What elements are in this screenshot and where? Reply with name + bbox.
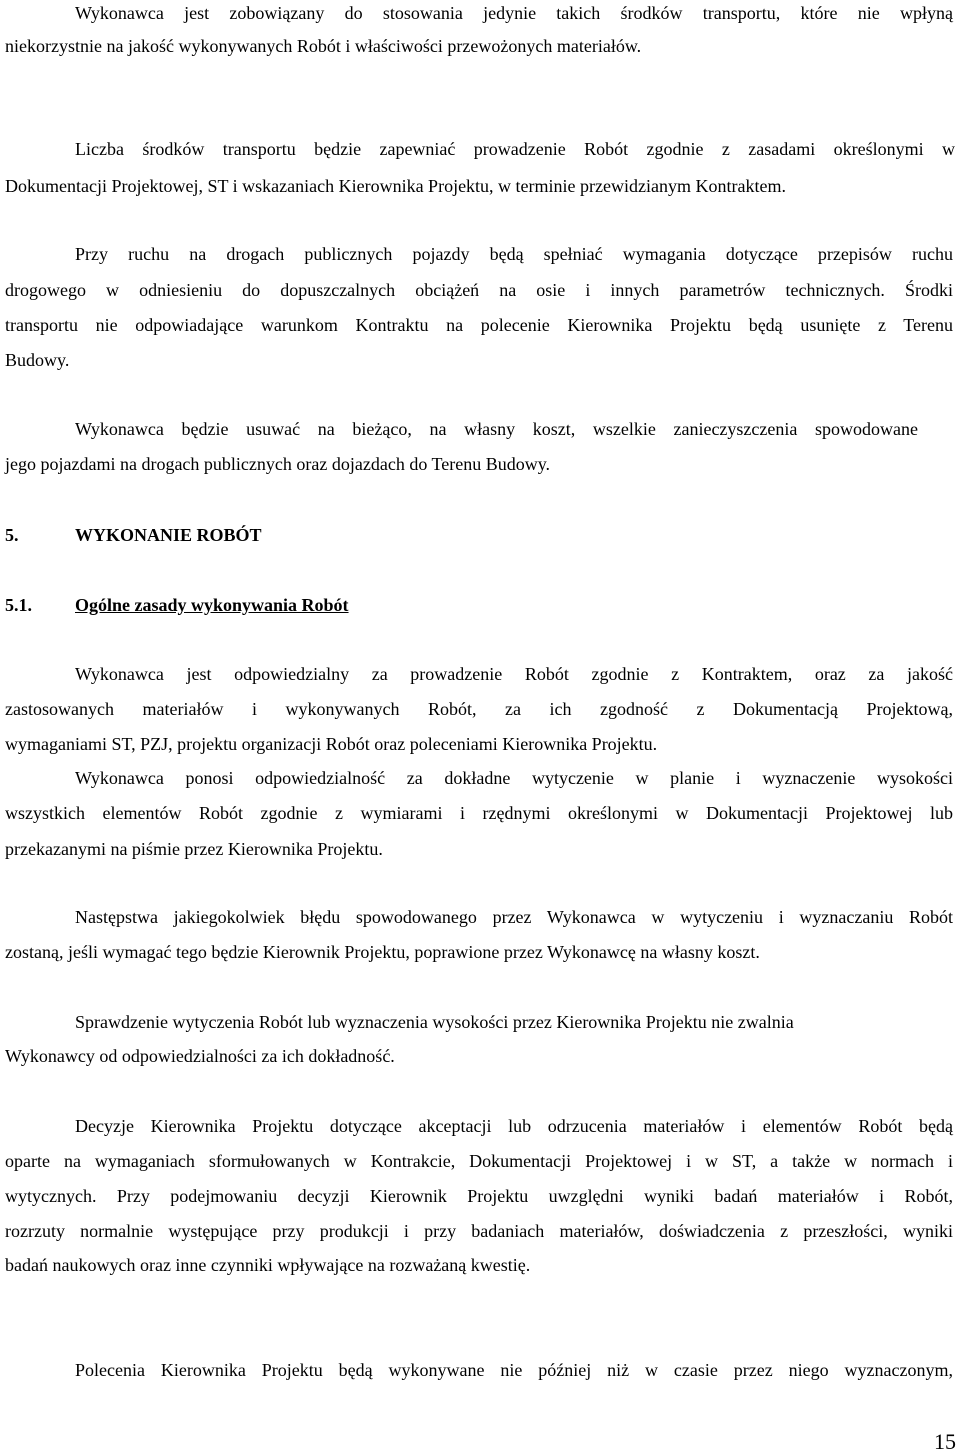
paragraph-line: Dokumentacji Projektowej, ST i wskazaniach Kierownika Projektu, w terminie przewidzianym Kontraktem. (5, 176, 786, 196)
section-number: 5. (5, 525, 19, 545)
paragraph-line: Wykonawcy od odpowiedzialności za ich dokładność. (5, 1046, 395, 1066)
paragraph-line: wymaganiami ST, PZJ, projektu organizacji Robót oraz poleceniami Kierownika Projektu. (5, 734, 658, 754)
paragraph-line: Polecenia Kierownika Projektu będą wykonywane nie później niż w czasie przez niego wyznaczonym, (75, 1360, 953, 1380)
paragraph-line: Decyzje Kierownika Projektu dotyczące akceptacji lub odrzucenia materiałów i elementów Robót będą (75, 1116, 953, 1136)
paragraph-line: Liczba środków transportu będzie zapewniać prowadzenie Robót zgodnie z zasadami określonymi w (75, 139, 955, 159)
paragraph-line: oparte na wymaganiach sformułowanych w Kontrakcie, Dokumentacji Projektowej i w ST, a także w normach i (5, 1151, 953, 1171)
paragraph-line: transportu nie odpowiadające warunkom Kontraktu na polecenie Kierownika Projektu będą usunięte z Terenu (5, 315, 953, 335)
paragraph-line: niekorzystnie na jakość wykonywanych Robót i właściwości przewożonych materiałów. (5, 36, 642, 56)
paragraph-line: drogowego w odniesieniu do dopuszczalnych obciążeń na osie i innych parametrów technicznych. Środki (5, 280, 953, 300)
paragraph-line: Sprawdzenie wytyczenia Robót lub wyznaczenia wysokości przez Kierownika Projektu nie zwalnia (75, 1012, 794, 1032)
section-title: WYKONANIE ROBÓT (75, 525, 262, 545)
subsection-number: 5.1. (5, 595, 32, 615)
paragraph-line: rozrzuty normalnie występujące przy produkcji i przy badaniach materiałów, doświadczenia z przeszłości, wyniki (5, 1221, 953, 1241)
paragraph-line: Wykonawca będzie usuwać na bieżąco, na własny koszt, wszelkie zanieczyszczenia spowodowane (75, 419, 918, 439)
paragraph-line: Wykonawca jest zobowiązany do stosowania jedynie takich środków transportu, które nie wpłyną (75, 3, 953, 23)
paragraph-line: Budowy. (5, 350, 70, 370)
paragraph-line: Wykonawca ponosi odpowiedzialność za dokładne wytyczenie w planie i wyznaczenie wysokości (75, 768, 953, 788)
page-number: 15 (934, 1429, 956, 1454)
paragraph-line: zastosowanych materiałów i wykonywanych Robót, za ich zgodność z Dokumentacją Projektową, (5, 699, 953, 719)
paragraph-line: Przy ruchu na drogach publicznych pojazdy będą spełniać wymagania dotyczące przepisów ruchu (75, 244, 953, 264)
paragraph-line: Następstwa jakiegokolwiek błędu spowodowanego przez Wykonawca w wytyczeniu i wyznaczaniu Robót (75, 907, 953, 927)
paragraph-line: zostaną, jeśli wymagać tego będzie Kierownik Projektu, poprawione przez Wykonawcę na własny koszt. (5, 942, 760, 962)
paragraph-line: Wykonawca jest odpowiedzialny za prowadzenie Robót zgodnie z Kontraktem, oraz za jakość (75, 664, 953, 684)
paragraph-line: jego pojazdami na drogach publicznych oraz dojazdach do Terenu Budowy. (5, 454, 551, 474)
paragraph-line: badań naukowych oraz inne czynniki wpływające na rozważaną kwestię. (5, 1255, 531, 1275)
paragraph-line: wytycznych. Przy podejmowaniu decyzji Kierownik Projektu uwzględni wyniki badań materiałów i Robót, (5, 1186, 953, 1206)
paragraph-line: wszystkich elementów Robót zgodnie z wymiarami i rzędnymi określonymi w Dokumentacji Projektowej lub (5, 803, 953, 823)
subsection-title: Ogólne zasady wykonywania Robót (75, 595, 349, 615)
paragraph-line: przekazanymi na piśmie przez Kierownika Projektu. (5, 839, 383, 859)
